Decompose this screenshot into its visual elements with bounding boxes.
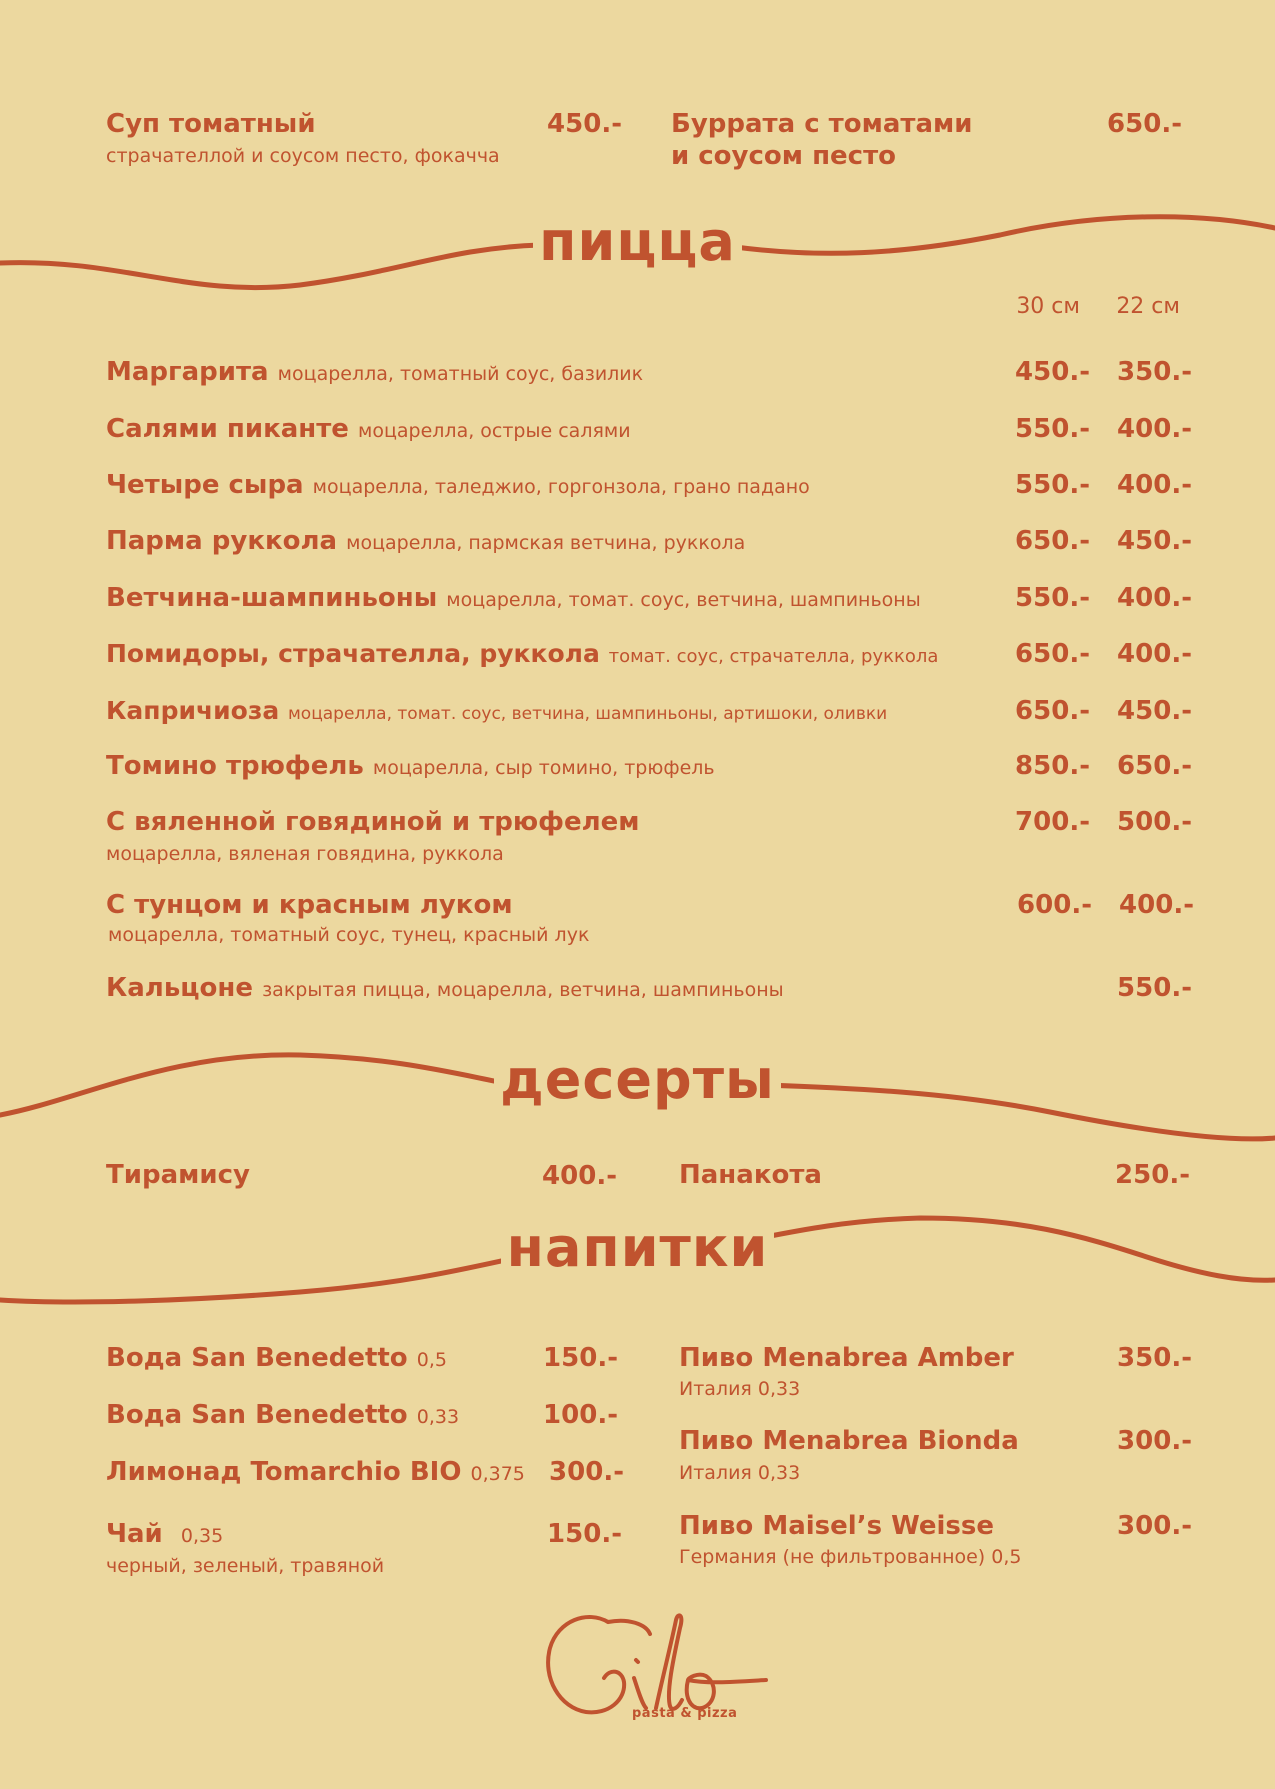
pizza-desc: томат. соус, страчателла, руккола [608, 646, 939, 667]
drink-name: Лимонад Tomarchio BIO [106, 1457, 462, 1487]
drink-price: 300.- [1117, 1511, 1192, 1541]
pizza-price-small: 450.- [1117, 526, 1192, 556]
pizza-name: Четыре сыра [106, 470, 304, 500]
pizza-desc: моцарелла, вяленая говядина, руккола [106, 843, 504, 865]
pizza-name: Кальцоне [106, 973, 254, 1003]
drink-volume: 0,375 [470, 1463, 525, 1485]
dessert-panacotta-price: 250.- [1115, 1160, 1190, 1190]
pizza-price-small: 400.- [1119, 890, 1194, 920]
pizza-desc: моцарелла, томатный соус, базилик [277, 363, 644, 385]
pizza-price-small: 350.- [1117, 357, 1192, 387]
drink-name: Пиво Menabrea Bionda [679, 1426, 1019, 1456]
drink-price: 350.- [1117, 1343, 1192, 1373]
pizza-heading: пицца [0, 212, 1275, 272]
pizza-price-large: 850.- [1015, 751, 1090, 781]
pizza-price-large: 600.- [1017, 890, 1092, 920]
pizza-row [106, 638, 938, 673]
pizza-price-small: 400.- [1117, 470, 1192, 500]
pizza-row [106, 582, 921, 616]
pizza-desc: моцарелла, таледжио, горгонзола, грано падано [312, 476, 810, 498]
pizza-name: Маргарита [106, 357, 269, 387]
pizza-price-large: 550.- [1015, 583, 1090, 613]
pizza-row [106, 972, 784, 1006]
drink-price: 100.- [543, 1400, 618, 1430]
pizza-price-large: 550.- [1015, 470, 1090, 500]
starter-soup-name: Суп томатный [106, 109, 316, 139]
drink-volume: 0,33 [416, 1406, 460, 1428]
pizza-desc: закрытая пицца, моцарелла, ветчина, шампиньоны [262, 979, 784, 1001]
pizza-price-large: 650.- [1015, 696, 1090, 726]
pizza-price-large: 450.- [1015, 357, 1090, 387]
pizza-name: С вяленной говядиной и трюфелем [106, 807, 640, 837]
starter-soup-price: 450.- [547, 109, 622, 139]
pizza-desc: моцарелла, томатный соус, тунец, красный лук [108, 924, 590, 946]
pizza-name: С тунцом и красным луком [106, 890, 513, 920]
drink-sub: Италия 0,33 [679, 1462, 801, 1484]
pizza-price-small: 500.- [1117, 807, 1192, 837]
pizza-price-large: 650.- [1015, 639, 1090, 669]
drink-price: 150.- [547, 1519, 622, 1549]
starter-burrata-price: 650.- [1107, 109, 1182, 139]
pizza-size-small: 22 см [1116, 294, 1180, 319]
pizza-name: Ветчина-шампиньоны [106, 583, 438, 613]
drink-volume: 0,35 [180, 1525, 224, 1547]
pizza-name: Салями пиканте [106, 414, 349, 444]
drink-row [106, 1518, 223, 1552]
dessert-panacotta-name: Панакота [679, 1160, 822, 1190]
pizza-price-small: 400.- [1117, 639, 1192, 669]
drink-price: 300.- [549, 1457, 624, 1487]
pizza-row [106, 695, 887, 730]
pizza-desc: моцарелла, пармская ветчина, руккола [346, 532, 746, 554]
pizza-desc: моцарелла, томат. соус, ветчина, шампиньоны [446, 589, 921, 611]
pizza-price-small: 450.- [1117, 696, 1192, 726]
pizza-size-large: 30 см [1016, 294, 1080, 319]
drink-name: Пиво Menabrea Amber [679, 1343, 1014, 1373]
pizza-price-large: 700.- [1015, 807, 1090, 837]
pizza-price-large: 550.- [1015, 414, 1090, 444]
pizza-name: Парма руккола [106, 526, 338, 556]
pizza-desc: моцарелла, сыр томино, трюфель [372, 757, 715, 779]
pizza-row [106, 356, 643, 390]
pizza-name: Помидоры, страчателла, руккола [106, 639, 600, 668]
pizza-name: Капричиоза [106, 696, 280, 725]
brand-logo [538, 1600, 778, 1730]
drink-row [106, 1342, 447, 1376]
drink-sub: черный, зеленый, травяной [106, 1555, 385, 1577]
pizza-price-small: 650.- [1117, 751, 1192, 781]
drinks-heading: напитки [0, 1218, 1275, 1278]
pizza-desc: моцарелла, томат. соус, ветчина, шампиньоны, артишоки, оливки [287, 704, 888, 724]
drink-price: 300.- [1117, 1426, 1192, 1456]
starter-burrata-name-line1: Буррата с томатами [671, 109, 973, 139]
drink-price: 150.- [543, 1343, 618, 1373]
starter-soup-desc: страчателлой и соусом песто, фокачча [106, 145, 500, 167]
drink-sub: Италия 0,33 [679, 1378, 801, 1400]
drink-name: Чай [106, 1519, 163, 1549]
pizza-price-small: 400.- [1117, 583, 1192, 613]
pizza-row [106, 469, 810, 503]
drink-row [106, 1456, 525, 1490]
drink-volume: 0,5 [416, 1349, 447, 1371]
pizza-row [106, 525, 745, 559]
pizza-row [106, 413, 631, 447]
dessert-tiramisu-price: 400.- [542, 1161, 617, 1191]
pizza-price-large: 650.- [1015, 526, 1090, 556]
pizza-desc: моцарелла, острые салями [358, 420, 631, 442]
drink-name: Вода San Benedetto [106, 1400, 408, 1430]
pizza-price-small: 550.- [1117, 973, 1192, 1003]
starter-burrata-name-line2: и соусом песто [671, 141, 897, 171]
pizza-row [106, 750, 715, 784]
drink-row [106, 1399, 459, 1433]
drink-sub: Германия (не фильтрованное) 0,5 [679, 1546, 1022, 1568]
drink-name: Пиво Maisel’s Weisse [679, 1511, 994, 1541]
dessert-tiramisu-name: Тирамису [106, 1160, 250, 1190]
drink-name: Вода San Benedetto [106, 1343, 408, 1373]
pizza-price-small: 400.- [1117, 414, 1192, 444]
desserts-heading: десерты [0, 1050, 1275, 1110]
logo-tagline: pasta & pizza [632, 1706, 738, 1721]
pizza-name: Томино трюфель [106, 751, 364, 781]
